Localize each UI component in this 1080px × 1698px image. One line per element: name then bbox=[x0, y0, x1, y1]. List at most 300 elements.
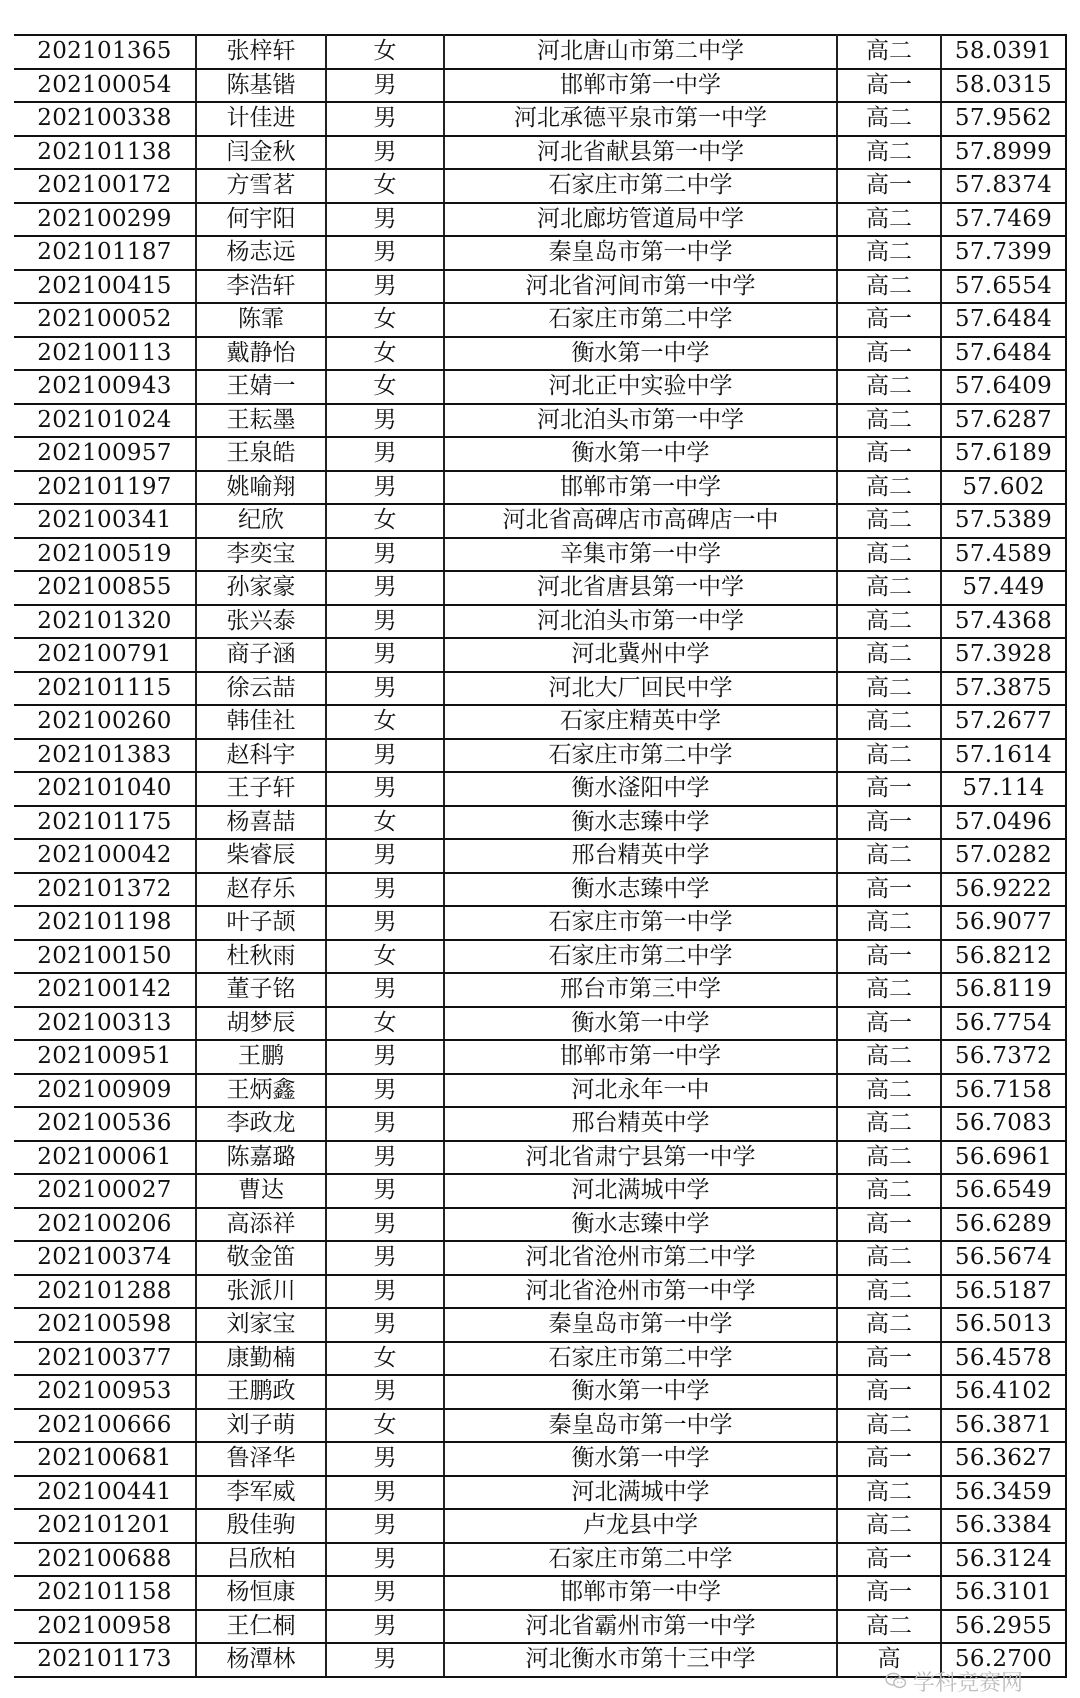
name-cell: 张兴泰 bbox=[196, 605, 326, 639]
school-cell: 河北满城中学 bbox=[444, 1476, 837, 1510]
name-cell: 敬金笛 bbox=[196, 1241, 326, 1275]
school-cell: 河北省高碑店市高碑店一中 bbox=[444, 504, 837, 538]
school-cell: 衡水第一中学 bbox=[444, 1442, 837, 1476]
grade-cell: 高一 bbox=[837, 169, 941, 203]
score-cell: 57.602 bbox=[941, 471, 1066, 505]
score-cell: 57.6409 bbox=[941, 370, 1066, 404]
id-cell: 202100054 bbox=[14, 69, 196, 103]
school-cell: 邯郸市第一中学 bbox=[444, 69, 837, 103]
score-cell: 56.8119 bbox=[941, 973, 1066, 1007]
score-cell: 57.7469 bbox=[941, 203, 1066, 237]
gender-cell: 男 bbox=[326, 404, 444, 438]
school-cell: 河北泊头市第一中学 bbox=[444, 605, 837, 639]
table-row bbox=[14, 638, 1066, 672]
name-cell: 闫金秋 bbox=[196, 136, 326, 170]
gender-cell: 女 bbox=[326, 370, 444, 404]
name-cell: 高添祥 bbox=[196, 1208, 326, 1242]
school-cell: 石家庄市第二中学 bbox=[444, 1342, 837, 1376]
grade-cell: 高二 bbox=[837, 1610, 941, 1644]
table-row bbox=[14, 806, 1066, 840]
grade-cell: 高二 bbox=[837, 471, 941, 505]
table-row bbox=[14, 873, 1066, 907]
name-cell: 胡梦辰 bbox=[196, 1007, 326, 1041]
grade-cell: 高一 bbox=[837, 303, 941, 337]
table-row bbox=[14, 1141, 1066, 1175]
table-row bbox=[14, 772, 1066, 806]
gender-cell: 男 bbox=[326, 270, 444, 304]
grade-cell: 高一 bbox=[837, 1442, 941, 1476]
table-row bbox=[14, 1241, 1066, 1275]
table-row bbox=[14, 437, 1066, 471]
id-cell: 202100052 bbox=[14, 303, 196, 337]
gender-cell: 男 bbox=[326, 973, 444, 1007]
name-cell: 赵存乐 bbox=[196, 873, 326, 907]
gender-cell: 男 bbox=[326, 136, 444, 170]
gender-cell: 男 bbox=[326, 1074, 444, 1108]
school-cell: 河北省肃宁县第一中学 bbox=[444, 1141, 837, 1175]
gender-cell: 男 bbox=[326, 1241, 444, 1275]
score-cell: 57.6554 bbox=[941, 270, 1066, 304]
name-cell: 王仁桐 bbox=[196, 1610, 326, 1644]
table-row bbox=[14, 504, 1066, 538]
id-cell: 202100951 bbox=[14, 1040, 196, 1074]
school-cell: 邢台精英中学 bbox=[444, 1107, 837, 1141]
score-cell: 57.6484 bbox=[941, 303, 1066, 337]
table-row bbox=[14, 1107, 1066, 1141]
id-cell: 202101372 bbox=[14, 873, 196, 907]
name-cell: 鲁泽华 bbox=[196, 1442, 326, 1476]
school-cell: 秦皇岛市第一中学 bbox=[444, 1409, 837, 1443]
grade-cell: 高一 bbox=[837, 1007, 941, 1041]
gender-cell: 男 bbox=[326, 1476, 444, 1510]
id-cell: 202100338 bbox=[14, 102, 196, 136]
score-cell: 57.7399 bbox=[941, 236, 1066, 270]
gender-cell: 女 bbox=[326, 303, 444, 337]
school-cell: 秦皇岛市第一中学 bbox=[444, 236, 837, 270]
id-cell: 202100150 bbox=[14, 940, 196, 974]
id-cell: 202101197 bbox=[14, 471, 196, 505]
score-cell: 57.449 bbox=[941, 571, 1066, 605]
gender-cell: 男 bbox=[326, 1141, 444, 1175]
name-cell: 王子轩 bbox=[196, 772, 326, 806]
id-cell: 202100791 bbox=[14, 638, 196, 672]
score-cell: 56.7372 bbox=[941, 1040, 1066, 1074]
gender-cell: 男 bbox=[326, 1275, 444, 1309]
score-cell: 56.3459 bbox=[941, 1476, 1066, 1510]
name-cell: 孙家豪 bbox=[196, 571, 326, 605]
table-row bbox=[14, 102, 1066, 136]
name-cell: 李军威 bbox=[196, 1476, 326, 1510]
table-row bbox=[14, 236, 1066, 270]
table-row bbox=[14, 839, 1066, 873]
name-cell: 戴静怡 bbox=[196, 337, 326, 371]
table-row bbox=[14, 69, 1066, 103]
grade-cell: 高一 bbox=[837, 1375, 941, 1409]
gender-cell: 男 bbox=[326, 605, 444, 639]
name-cell: 杨恒康 bbox=[196, 1576, 326, 1610]
id-cell: 202100666 bbox=[14, 1409, 196, 1443]
school-cell: 河北衡水市第十三中学 bbox=[444, 1643, 837, 1677]
school-cell: 衡水滏阳中学 bbox=[444, 772, 837, 806]
grade-cell: 高二 bbox=[837, 102, 941, 136]
id-cell: 202100958 bbox=[14, 1610, 196, 1644]
table-row bbox=[14, 337, 1066, 371]
grade-cell: 高二 bbox=[837, 136, 941, 170]
table-row bbox=[14, 973, 1066, 1007]
score-cell: 57.3875 bbox=[941, 672, 1066, 706]
table-row bbox=[14, 1275, 1066, 1309]
school-cell: 石家庄市第二中学 bbox=[444, 169, 837, 203]
grade-cell: 高二 bbox=[837, 1509, 941, 1543]
id-cell: 202101365 bbox=[14, 35, 196, 69]
grade-cell: 高二 bbox=[837, 839, 941, 873]
score-cell: 58.0315 bbox=[941, 69, 1066, 103]
school-cell: 衡水志臻中学 bbox=[444, 1208, 837, 1242]
id-cell: 202100027 bbox=[14, 1174, 196, 1208]
name-cell: 王鹏 bbox=[196, 1040, 326, 1074]
id-cell: 202100042 bbox=[14, 839, 196, 873]
score-cell: 56.6289 bbox=[941, 1208, 1066, 1242]
grade-cell: 高二 bbox=[837, 370, 941, 404]
table-row bbox=[14, 303, 1066, 337]
watermark bbox=[885, 1668, 1023, 1694]
watermark-text: 学科竞赛网 bbox=[913, 1670, 1024, 1696]
gender-cell: 男 bbox=[326, 538, 444, 572]
school-cell: 衡水志臻中学 bbox=[444, 873, 837, 907]
table-row bbox=[14, 169, 1066, 203]
grade-cell: 高 bbox=[837, 1643, 941, 1677]
gender-cell: 男 bbox=[326, 1442, 444, 1476]
id-cell: 202100260 bbox=[14, 705, 196, 739]
school-cell: 河北泊头市第一中学 bbox=[444, 404, 837, 438]
score-cell: 57.8374 bbox=[941, 169, 1066, 203]
school-cell: 邯郸市第一中学 bbox=[444, 1040, 837, 1074]
score-cell: 56.8212 bbox=[941, 940, 1066, 974]
id-cell: 202101175 bbox=[14, 806, 196, 840]
score-cell: 56.3124 bbox=[941, 1543, 1066, 1577]
grade-cell: 高一 bbox=[837, 1543, 941, 1577]
id-cell: 202100441 bbox=[14, 1476, 196, 1510]
score-cell: 56.9077 bbox=[941, 906, 1066, 940]
id-cell: 202101198 bbox=[14, 906, 196, 940]
name-cell: 李浩轩 bbox=[196, 270, 326, 304]
id-cell: 202101115 bbox=[14, 672, 196, 706]
grade-cell: 高二 bbox=[837, 1409, 941, 1443]
id-cell: 202101138 bbox=[14, 136, 196, 170]
school-cell: 衡水第一中学 bbox=[444, 337, 837, 371]
grade-cell: 高二 bbox=[837, 1476, 941, 1510]
table-row bbox=[14, 35, 1066, 69]
score-cell: 56.2955 bbox=[941, 1610, 1066, 1644]
name-cell: 韩佳社 bbox=[196, 705, 326, 739]
table-row bbox=[14, 1040, 1066, 1074]
gender-cell: 男 bbox=[326, 1543, 444, 1577]
grade-cell: 高一 bbox=[837, 873, 941, 907]
score-cell: 56.3871 bbox=[941, 1409, 1066, 1443]
grade-cell: 高二 bbox=[837, 1241, 941, 1275]
score-cell: 56.9222 bbox=[941, 873, 1066, 907]
table-row bbox=[14, 1409, 1066, 1443]
id-cell: 202100909 bbox=[14, 1074, 196, 1108]
gender-cell: 男 bbox=[326, 471, 444, 505]
gender-cell: 男 bbox=[326, 906, 444, 940]
score-cell: 56.6961 bbox=[941, 1141, 1066, 1175]
name-cell: 王泉皓 bbox=[196, 437, 326, 471]
gender-cell: 女 bbox=[326, 705, 444, 739]
table-row bbox=[14, 1208, 1066, 1242]
gender-cell: 男 bbox=[326, 772, 444, 806]
gender-cell: 男 bbox=[326, 1509, 444, 1543]
grade-cell: 高二 bbox=[837, 203, 941, 237]
table-row bbox=[14, 1007, 1066, 1041]
gender-cell: 男 bbox=[326, 437, 444, 471]
id-cell: 202100536 bbox=[14, 1107, 196, 1141]
grade-cell: 高一 bbox=[837, 1208, 941, 1242]
gender-cell: 男 bbox=[326, 739, 444, 773]
school-cell: 河北省唐县第一中学 bbox=[444, 571, 837, 605]
wechat-icon bbox=[885, 1672, 907, 1690]
grade-cell: 高二 bbox=[837, 1107, 941, 1141]
name-cell: 杨志远 bbox=[196, 236, 326, 270]
gender-cell: 男 bbox=[326, 1107, 444, 1141]
table-row bbox=[14, 1543, 1066, 1577]
id-cell: 202100943 bbox=[14, 370, 196, 404]
school-cell: 石家庄市第二中学 bbox=[444, 940, 837, 974]
grade-cell: 高二 bbox=[837, 1074, 941, 1108]
results-table-body bbox=[14, 35, 1066, 1677]
grade-cell: 高二 bbox=[837, 1141, 941, 1175]
score-cell: 56.3384 bbox=[941, 1509, 1066, 1543]
id-cell: 202101158 bbox=[14, 1576, 196, 1610]
gender-cell: 女 bbox=[326, 169, 444, 203]
gender-cell: 男 bbox=[326, 203, 444, 237]
score-cell: 57.6189 bbox=[941, 437, 1066, 471]
table-row bbox=[14, 1442, 1066, 1476]
grade-cell: 高二 bbox=[837, 1040, 941, 1074]
table-row bbox=[14, 739, 1066, 773]
id-cell: 202101201 bbox=[14, 1509, 196, 1543]
table-row bbox=[14, 1576, 1066, 1610]
school-cell: 河北冀州中学 bbox=[444, 638, 837, 672]
name-cell: 柴睿辰 bbox=[196, 839, 326, 873]
id-cell: 202100206 bbox=[14, 1208, 196, 1242]
id-cell: 202100341 bbox=[14, 504, 196, 538]
table-row bbox=[14, 672, 1066, 706]
gender-cell: 女 bbox=[326, 1409, 444, 1443]
table-row bbox=[14, 705, 1066, 739]
name-cell: 刘子萌 bbox=[196, 1409, 326, 1443]
gender-cell: 女 bbox=[326, 35, 444, 69]
id-cell: 202101383 bbox=[14, 739, 196, 773]
gender-cell: 男 bbox=[326, 236, 444, 270]
score-cell: 57.4368 bbox=[941, 605, 1066, 639]
id-cell: 202100681 bbox=[14, 1442, 196, 1476]
gender-cell: 男 bbox=[326, 873, 444, 907]
score-cell: 58.0391 bbox=[941, 35, 1066, 69]
score-cell: 57.6484 bbox=[941, 337, 1066, 371]
results-table bbox=[14, 34, 1067, 1678]
name-cell: 姚喻翔 bbox=[196, 471, 326, 505]
id-cell: 202100172 bbox=[14, 169, 196, 203]
id-cell: 202100313 bbox=[14, 1007, 196, 1041]
gender-cell: 女 bbox=[326, 337, 444, 371]
name-cell: 李政龙 bbox=[196, 1107, 326, 1141]
name-cell: 计佳进 bbox=[196, 102, 326, 136]
school-cell: 卢龙县中学 bbox=[444, 1509, 837, 1543]
school-cell: 河北廊坊管道局中学 bbox=[444, 203, 837, 237]
id-cell: 202101320 bbox=[14, 605, 196, 639]
score-cell: 57.0496 bbox=[941, 806, 1066, 840]
school-cell: 河北省沧州市第一中学 bbox=[444, 1275, 837, 1309]
school-cell: 辛集市第一中学 bbox=[444, 538, 837, 572]
grade-cell: 高二 bbox=[837, 1275, 941, 1309]
grade-cell: 高二 bbox=[837, 906, 941, 940]
id-cell: 202100377 bbox=[14, 1342, 196, 1376]
gender-cell: 男 bbox=[326, 1610, 444, 1644]
table-row bbox=[14, 1308, 1066, 1342]
school-cell: 河北正中实验中学 bbox=[444, 370, 837, 404]
name-cell: 曹达 bbox=[196, 1174, 326, 1208]
table-row bbox=[14, 370, 1066, 404]
grade-cell: 高二 bbox=[837, 638, 941, 672]
table-row bbox=[14, 1509, 1066, 1543]
gender-cell: 女 bbox=[326, 806, 444, 840]
gender-cell: 女 bbox=[326, 1007, 444, 1041]
name-cell: 刘家宝 bbox=[196, 1308, 326, 1342]
grade-cell: 高二 bbox=[837, 270, 941, 304]
grade-cell: 高二 bbox=[837, 404, 941, 438]
name-cell: 陈基锴 bbox=[196, 69, 326, 103]
score-cell: 56.7083 bbox=[941, 1107, 1066, 1141]
score-cell: 57.4589 bbox=[941, 538, 1066, 572]
table-row bbox=[14, 906, 1066, 940]
score-cell: 57.1614 bbox=[941, 739, 1066, 773]
id-cell: 202101187 bbox=[14, 236, 196, 270]
score-cell: 56.6549 bbox=[941, 1174, 1066, 1208]
score-cell: 56.3101 bbox=[941, 1576, 1066, 1610]
school-cell: 河北省献县第一中学 bbox=[444, 136, 837, 170]
name-cell: 陈嘉璐 bbox=[196, 1141, 326, 1175]
school-cell: 河北永年一中 bbox=[444, 1074, 837, 1108]
id-cell: 202100957 bbox=[14, 437, 196, 471]
score-cell: 56.3627 bbox=[941, 1442, 1066, 1476]
school-cell: 衡水第一中学 bbox=[444, 1007, 837, 1041]
score-cell: 56.5187 bbox=[941, 1275, 1066, 1309]
name-cell: 张梓轩 bbox=[196, 35, 326, 69]
grade-cell: 高二 bbox=[837, 973, 941, 1007]
score-cell: 57.2677 bbox=[941, 705, 1066, 739]
school-cell: 河北省沧州市第二中学 bbox=[444, 1241, 837, 1275]
name-cell: 杨潭林 bbox=[196, 1643, 326, 1677]
school-cell: 石家庄市第二中学 bbox=[444, 303, 837, 337]
id-cell: 202100855 bbox=[14, 571, 196, 605]
grade-cell: 高一 bbox=[837, 1576, 941, 1610]
school-cell: 河北省霸州市第一中学 bbox=[444, 1610, 837, 1644]
id-cell: 202100415 bbox=[14, 270, 196, 304]
name-cell: 徐云喆 bbox=[196, 672, 326, 706]
table-row bbox=[14, 1074, 1066, 1108]
name-cell: 康勤楠 bbox=[196, 1342, 326, 1376]
grade-cell: 高二 bbox=[837, 605, 941, 639]
table-row bbox=[14, 538, 1066, 572]
school-cell: 石家庄市第二中学 bbox=[444, 739, 837, 773]
name-cell: 董子铭 bbox=[196, 973, 326, 1007]
gender-cell: 女 bbox=[326, 940, 444, 974]
gender-cell: 男 bbox=[326, 1576, 444, 1610]
name-cell: 杨喜喆 bbox=[196, 806, 326, 840]
name-cell: 李奕宝 bbox=[196, 538, 326, 572]
gender-cell: 男 bbox=[326, 638, 444, 672]
table-row bbox=[14, 605, 1066, 639]
school-cell: 河北承德平泉市第一中学 bbox=[444, 102, 837, 136]
id-cell: 202100953 bbox=[14, 1375, 196, 1409]
gender-cell: 女 bbox=[326, 504, 444, 538]
school-cell: 衡水第一中学 bbox=[444, 437, 837, 471]
results-sheet bbox=[14, 34, 1066, 1678]
grade-cell: 高二 bbox=[837, 35, 941, 69]
score-cell: 56.7158 bbox=[941, 1074, 1066, 1108]
school-cell: 邢台精英中学 bbox=[444, 839, 837, 873]
id-cell: 202101040 bbox=[14, 772, 196, 806]
school-cell: 河北大厂回民中学 bbox=[444, 672, 837, 706]
grade-cell: 高二 bbox=[837, 672, 941, 706]
school-cell: 石家庄精英中学 bbox=[444, 705, 837, 739]
grade-cell: 高二 bbox=[837, 236, 941, 270]
school-cell: 河北省河间市第一中学 bbox=[444, 270, 837, 304]
gender-cell: 男 bbox=[326, 102, 444, 136]
grade-cell: 高二 bbox=[837, 1174, 941, 1208]
school-cell: 衡水第一中学 bbox=[444, 1375, 837, 1409]
school-cell: 邯郸市第一中学 bbox=[444, 1576, 837, 1610]
score-cell: 57.5389 bbox=[941, 504, 1066, 538]
grade-cell: 高二 bbox=[837, 739, 941, 773]
gender-cell: 男 bbox=[326, 1643, 444, 1677]
id-cell: 202100688 bbox=[14, 1543, 196, 1577]
grade-cell: 高二 bbox=[837, 1308, 941, 1342]
school-cell: 邯郸市第一中学 bbox=[444, 471, 837, 505]
id-cell: 202100113 bbox=[14, 337, 196, 371]
score-cell: 57.3928 bbox=[941, 638, 1066, 672]
grade-cell: 高一 bbox=[837, 806, 941, 840]
gender-cell: 男 bbox=[326, 69, 444, 103]
score-cell: 56.5674 bbox=[941, 1241, 1066, 1275]
score-cell: 57.114 bbox=[941, 772, 1066, 806]
id-cell: 202100061 bbox=[14, 1141, 196, 1175]
grade-cell: 高二 bbox=[837, 504, 941, 538]
school-cell: 秦皇岛市第一中学 bbox=[444, 1308, 837, 1342]
name-cell: 王炳鑫 bbox=[196, 1074, 326, 1108]
gender-cell: 女 bbox=[326, 1342, 444, 1376]
id-cell: 202101173 bbox=[14, 1643, 196, 1677]
name-cell: 商子涵 bbox=[196, 638, 326, 672]
table-row bbox=[14, 1476, 1066, 1510]
name-cell: 方雪茗 bbox=[196, 169, 326, 203]
grade-cell: 高二 bbox=[837, 538, 941, 572]
school-cell: 衡水志臻中学 bbox=[444, 806, 837, 840]
gender-cell: 男 bbox=[326, 571, 444, 605]
id-cell: 202100598 bbox=[14, 1308, 196, 1342]
score-cell: 57.9562 bbox=[941, 102, 1066, 136]
gender-cell: 男 bbox=[326, 839, 444, 873]
gender-cell: 男 bbox=[326, 1040, 444, 1074]
table-row bbox=[14, 1342, 1066, 1376]
id-cell: 202100142 bbox=[14, 973, 196, 1007]
name-cell: 杜秋雨 bbox=[196, 940, 326, 974]
grade-cell: 高一 bbox=[837, 437, 941, 471]
id-cell: 202100374 bbox=[14, 1241, 196, 1275]
name-cell: 赵科宇 bbox=[196, 739, 326, 773]
score-cell: 56.2700 bbox=[941, 1643, 1066, 1677]
